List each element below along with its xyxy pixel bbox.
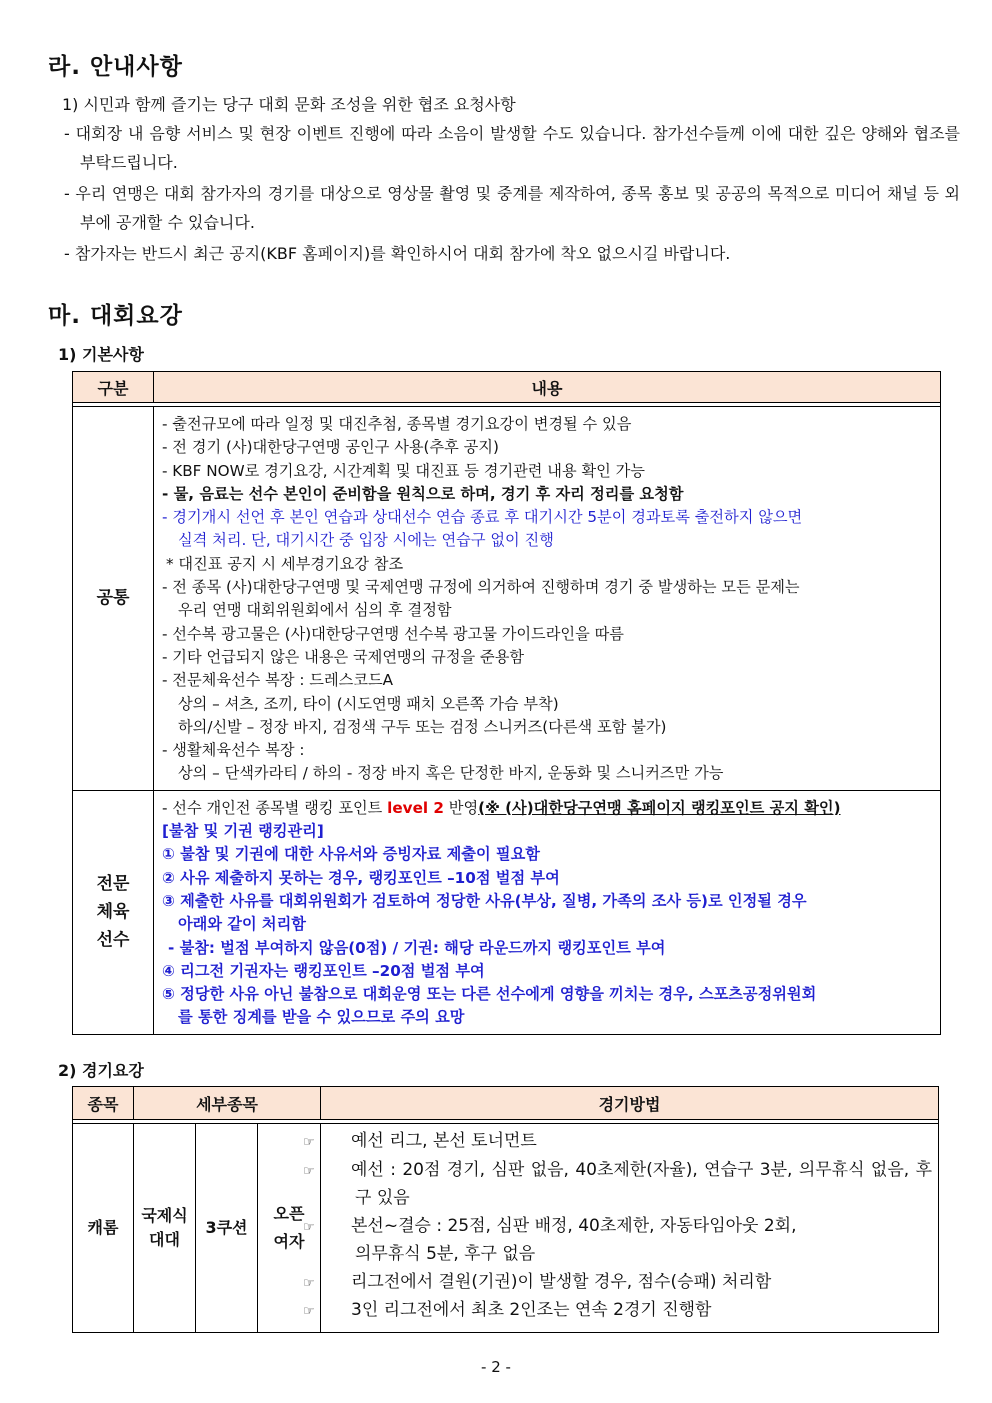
common-line: - 기타 언급되지 않은 내용은 국제연맹의 규정을 준용함 [162,647,525,666]
subevent-c-line: 여자 [273,1231,305,1251]
header-category: 구분 [73,372,154,403]
method-item [303,1297,932,1326]
ranking-text-b: 반영 [443,798,479,817]
common-line: 우리 연맹 대회위원회에서 심의 후 결정함 [178,601,452,620]
subevent-c-line: 오픈 [273,1203,305,1223]
notice-bullet-3: - 참가자는 반드시 최근 공지(KBF 홈페이지)를 확인하시어 대회 참가에 착오 없으시길 바랍니다. [64,244,731,263]
common-line: 상의 – 셔츠, 조끼, 타이 (시도연맹 패치 오른쪽 가슴 부착) [178,694,559,713]
row-common-label: 공통 [73,407,154,791]
common-line: 상의 – 단색카라티 / 하의 - 정장 바지 혹은 단정한 바지, 운동화 및 스니커즈만 가능 [178,764,724,783]
method-text: 본선~결승 : 25점, 심판 배정, 40초제한, 자동타임아웃 2회, [351,1215,797,1236]
common-line: - 전문체육선수 복장 : 드레스코드A [162,671,394,690]
method-item [303,1128,932,1157]
ranking-text: - 선수 개인전 종목별 랭킹 포인트 [162,798,388,817]
common-line: - KBF NOW로 경기요강, 시간계획 및 대진표 등 경기관련 내용 확인 가능 [162,461,645,480]
method-item [303,1213,932,1242]
pointing-hand-icon: ☞ [303,1135,315,1150]
pointing-hand-icon: ☞ [303,1304,315,1319]
method-item [303,1157,932,1213]
header-content: 내용 [154,372,941,403]
match-rules-table [72,1086,939,1333]
ranking-level: level 2 [387,798,444,817]
header-event: 종목 [73,1087,134,1120]
subsection-match-title: 2) 경기요강 [58,1061,144,1080]
pro-line: ② 사유 제출하지 못하는 경우, 랭킹포인트 –10점 벌점 부여 [162,868,560,887]
page-number: - 2 - [481,1358,511,1376]
common-line: - 경기개시 선언 후 본인 연습과 상대선수 연습 종료 후 대기시간 5분이 경과토록 출전하지 않으면 [162,508,803,527]
subevent-b-cell: 3쿠션 [196,1124,258,1333]
method-item [303,1269,932,1298]
method-text: 예선 : 20점 경기, 심판 없음, 40초제한(자율), 연습구 3분, 의무휴식 없음, 후구 있음 [351,1159,932,1208]
section-ra-item1: 1) 시민과 함께 즐기는 당구 대회 문화 조성을 위한 협조 요청사항 [62,95,516,114]
common-line: - 물, 음료는 선수 본인이 준비함을 원칙으로 하며, 경기 후 자리 정리를 요청함 [162,484,684,503]
row-common-content [154,407,941,791]
common-line: 하의/신발 – 정장 바지, 검정색 구두 또는 검정 스니커즈(다른색 포함 불가) [178,717,667,736]
subevent-a-line: 국제식 [141,1205,188,1225]
notice-bullet-1: - 대회장 내 음향 서비스 및 현장 이벤트 진행에 따라 소음이 발생할 수도 있습니다. 참가선수들께 이에 대한 깊은 양해와 협조를 부탁드립니다. [64,124,960,172]
method-cell [303,1124,939,1333]
common-line: - 선수복 광고물은 (사)대한당구연맹 선수복 광고물 가이드라인을 따름 [162,624,624,643]
ranking-note: (※ (사)대한당구연맹 홈페이지 랭킹포인트 공지 확인) [478,798,841,817]
pointing-hand-icon: ☞ [303,1219,315,1235]
method-text: 3인 리그전에서 최초 2인조는 연속 2경기 진행함 [351,1300,712,1320]
pro-line: ① 불참 및 기권에 대한 사유서와 증빙자료 제출이 필요함 [162,845,540,864]
section-ra-title: 라. 안내사항 [48,54,183,80]
event-cell: 캐롬 [73,1124,134,1333]
basic-rules-table [72,371,941,1035]
common-line: - 출전규모에 따라 일정 및 대진추첨, 종목별 경기요강이 변경될 수 있음 [162,415,632,433]
subevent-a-cell [134,1124,196,1333]
header-method: 경기방법 [321,1087,939,1120]
pro-line: 를 통한 징계를 받을 수 있으므로 주의 요망 [178,1008,465,1027]
pro-line: ⑤ 정당한 사유 아닌 불참으로 대회운영 또는 다른 선수에게 영향을 끼치는 경우, 스포츠공정위원회 [162,985,817,1004]
notice-bullet-2: - 우리 연맹은 대회 참가자의 경기를 대상으로 영상물 촬영 및 중계를 제작하여, 종목 홍보 및 공공의 목적으로 미디어 채널 등 외부에 공개할 수 있습니다. [64,184,960,232]
common-line: - 전 경기 (사)대한당구연맹 공인구 사용(추후 공지) [162,438,499,457]
row-pro-content [154,790,941,1034]
pro-line: [불참 및 기권 랭킹관리] [162,822,324,841]
method-text: 예선 리그, 본선 토너먼트 [351,1131,537,1151]
common-line: * 대진표 공지 시 세부경기요강 참조 [166,554,404,573]
ranking-line [162,797,932,820]
pro-line: ③ 제출한 사유를 대회위원회가 검토하여 정당한 사유(부상, 질병, 가족의 조사 등)로 인정될 경우 [162,891,807,910]
header-subevent: 세부종목 [134,1087,321,1120]
pro-line: 아래와 같이 처리함 [178,915,306,934]
common-line: - 전 종목 (사)대한당구연맹 및 국제연맹 규정에 의거하여 진행하며 경기 중 발생하는 모든 문제는 [162,578,800,597]
pro-line: ④ 리그전 기권자는 랭킹포인트 –20점 벌점 부여 [162,961,485,980]
subsection-basic-title: 1) 기본사항 [58,345,144,364]
row-pro-label [73,790,154,1034]
pro-label-line: 선수 [96,930,130,951]
pro-label-line: 체육 [96,902,130,923]
method-text: 리그전에서 결원(기권)이 발생할 경우, 점수(승패) 처리함 [351,1271,772,1292]
pointing-hand-icon: ☞ [303,1275,315,1291]
section-ma-title: 마. 대회요강 [48,303,183,329]
common-line: 실격 처리. 단, 대기시간 중 입장 시에는 연습구 없이 진행 [178,531,554,550]
pro-label-line: 전문 [96,874,130,895]
pointing-hand-icon: ☞ [303,1163,315,1179]
subevent-a-line: 대대 [149,1229,180,1249]
common-line: - 생활체육선수 복장 : [162,741,305,760]
method-item-continued: 의무휴식 5분, 후구 없음 [355,1244,536,1264]
pro-line: - 불참: 벌점 부여하지 않음(0점) / 기권: 해당 라운드까지 랭킹포인트 부여 [168,938,666,957]
